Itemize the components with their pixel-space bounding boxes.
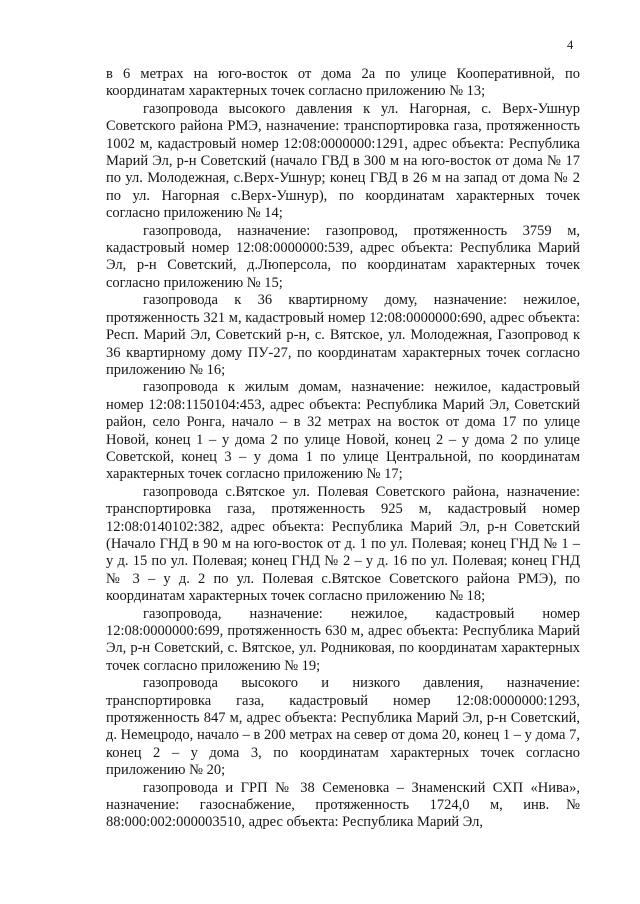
paragraph-item: газопровода, назначение: газопровод, протяженность 3759 м, кадастровый номер 12:08:0000000:539, адрес объекта: Республика Марий Эл, р-н Советский, д.Люперсола, по координатам характерных точек согласно приложению № 15; [106,222,580,291]
paragraph-continuation: в 6 метрах на юго-восток от дома 2а по улице Кооперативной, по координатам характерных точек согласно приложению № 13; [106,66,580,100]
paragraph-item: газопровода высокого и низкого давления, назначение: транспортировка газа, кадастровый номер 12:08:0000000:1293, протяженность 847 м, адрес объекта: Республика Марий Эл, р-н Советский, д. Немецродо, начало – в 200 метрах на север от дома 20, конец 1 – у дома 7, конец 2 – у дома 3, по координатам характерных точек согласно приложению № 20; [106,675,580,779]
paragraph-item: газопровода к жилым домам, назначение: нежилое, кадастровый номер 12:08:1150104:453, адрес объекта: Республика Марий Эл, Советский район, село Ронга, начало – в 32 метрах на восток от дома 17 по улице Новой, конец 1 – у дома 2 по улице Новой, конец 2 – у дома 2 по улице Советской, конец 3 – у дома 1 по улице Центральной, по координатам характерных точек согласно приложению № 17; [106,379,580,483]
paragraph-item: газопровода и ГРП № 38 Семеновка – Знаменский СХП «Нива», назначение: газоснабжение, протяженность 1724,0 м, инв.№ 88:000:002:000003510, адрес объекта: Республика Марий Эл, [106,779,580,831]
paragraph-item: газопровода с.Вятское ул. Полевая Советского района, назначение: транспортировка газа, протяженность 925 м, кадастровый номер 12:08:0140102:382, адрес объекта: Республика Марий Эл, р-н Советский (Начало ГНД в 90 м на юго-восток от д. 1 по ул. Полевая; конец ГНД № 1 – у д. 15 по ул. Полевая; конец ГНД № 2 – у д. 16 по ул. Полевая; конец ГНД № 3 – у д. 2 по ул. Полевая с.Вятское Советского района РМЭ), по координатам характерных точек согласно приложению № 18; [106,483,580,605]
paragraph-item: газопровода высокого давления к ул. Нагорная, с. Верх-Ушнур Советского района РМЭ, назначение: транспортировка газа, протяженность 1002 м, кадастровый номер 12:08:0000000:1291, адрес объекта: Республика Марий Эл, р-н Советский (начало ГВД в 300 м на юго-восток от дома № 17 по ул. Молодежная, с.Верх-Ушнур; конец ГВД в 26 м на запад от дома № 2 по ул. Нагорная с.Верх-Ушнур), по координатам характерных точек согласно приложению № 14; [106,100,580,222]
paragraph-item: газопровода к 36 квартирному дому, назначение: нежилое, протяженность 321 м, кадастровый номер 12:08:0000000:690, адрес объекта: Респ. Марий Эл, Советский р-н, с. Вятское, ул. Молодежная, Газопровод к 36 квартирному дому ПУ-27, по координатам характерных точек согласно приложению № 16; [106,292,580,378]
page-number: 4 [567,38,574,52]
paragraph-item: газопровода, назначение: нежилое, кадастровый номер 12:08:0000000:699, протяженность 630 м, адрес объекта: Республика Марий Эл, р-н Советский, с. Вятское, ул. Родниковая, по координатам характерных точек согласно приложению № 19; [106,605,580,674]
document-body [106,66,580,832]
